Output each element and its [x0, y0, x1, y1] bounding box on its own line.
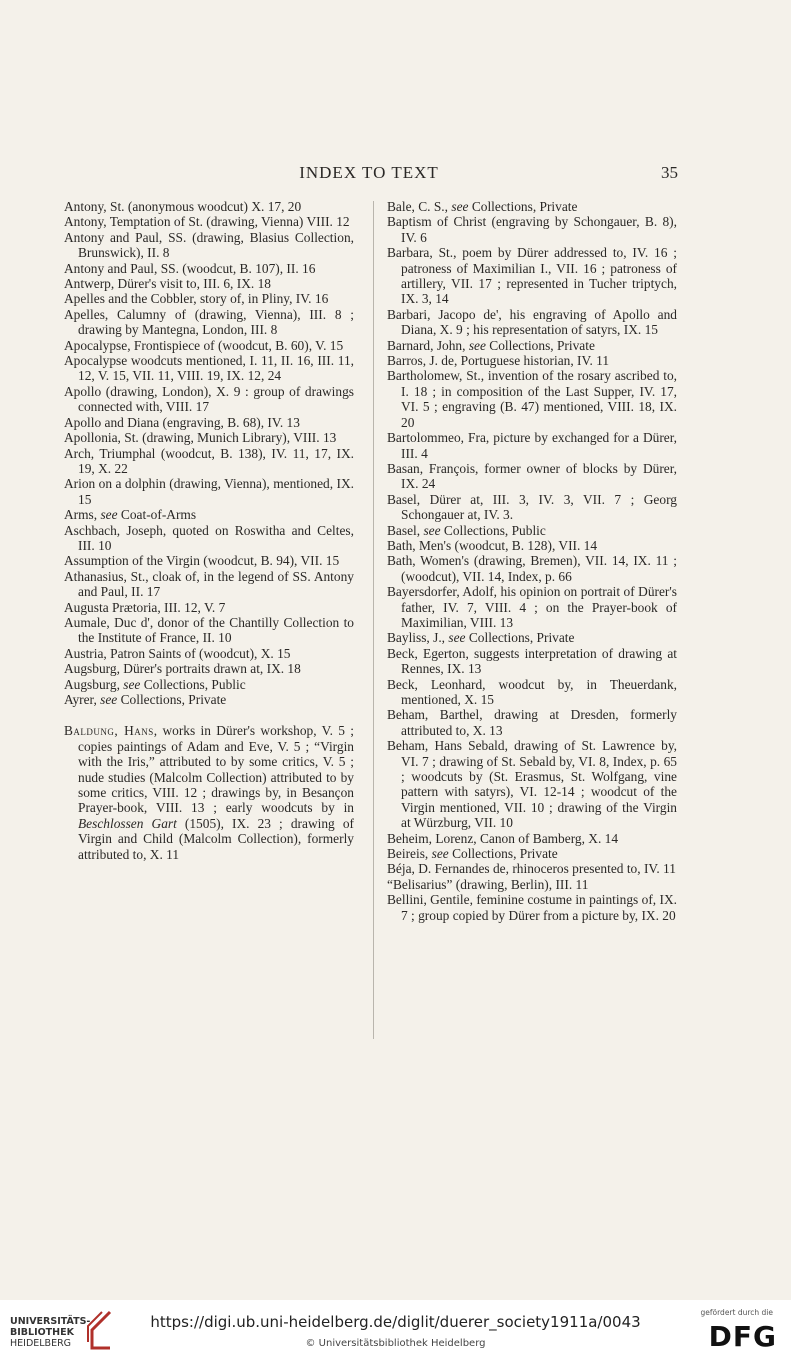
column-divider [373, 201, 374, 1039]
index-entry: Arms, see Coat-of-Arms [64, 507, 197, 523]
index-entry: Basan, François, former owner of blocks by Dürer, IX. 24 [387, 460, 677, 492]
index-entry: Apelles and the Cobbler, story of, in Pliny, IV. 16 [64, 291, 329, 307]
index-entry: Beck, Leonhard, woodcut by, in Theuerdank, mentioned, X. 15 [387, 676, 677, 707]
index-entry: Bartolommeo, Fra, picture by exchanged for a Dürer, III. 4 [387, 430, 677, 461]
index-entry: Barbari, Jacopo de', his engraving of Apollo and Diana, X. 9 ; his representation of satyrs, IX. 15 [387, 306, 677, 338]
index-entry: Bayliss, J., see Collections, Private [387, 630, 575, 646]
index-entry: Assumption of the Virgin (woodcut, B. 94), VII. 15 [64, 553, 340, 569]
entry-text-tail: (1505), IX. 23 ; drawing of Virgin and Child (Malcolm Collection), formerly attributed to, X. 11 [78, 815, 354, 862]
index-entry: Beck, Egerton, suggests interpretation of drawing at Rennes, IX. 13 [387, 645, 677, 677]
copyright-notice: © Universitätsbibliothek Heidelberg [305, 1338, 486, 1349]
index-entry: Barbara, St., poem by Dürer addressed to, IV. 16 ; patroness of Maximilian I., VII. 16 ; patroness of artillery, VII. 17 ; represented in Tucher triptych, IX. 3, 14 [387, 245, 677, 307]
index-column-left [64, 199, 354, 862]
index-entry: Ayrer, see Collections, Private [64, 692, 227, 707]
index-entry-baldung [64, 723, 354, 862]
index-entry: Bath, Women's (drawing, Bremen), VII. 14, IX. 11 ; (woodcut), VII. 14, Index, p. 66 [387, 553, 677, 584]
entry-text: , works in Dürer's workshop, V. 5 ; copies paintings of Adam and Eve, V. 5 ; “Virgin with the Iris,” attributed to by some critics, V. 5 ; nude studies (Malcolm Collection) attributed to by some critics, VIII. 12 ; drawings by, in Besançon Prayer-book, VIII. 13 ; early woodcuts by in [78, 723, 354, 816]
entry-title-italic: Beschlossen Gart [78, 815, 177, 831]
index-entry: Augsburg, see Collections, Public [64, 676, 246, 692]
funding-label: gefördert durch die [700, 1308, 773, 1317]
index-entry: Basel, Dürer at, III. 3, IV. 3, VII. 7 ; Georg Schongauer at, IV. 3. [387, 491, 677, 523]
index-entry: “Belisarius” (drawing, Berlin), III. 11 [387, 876, 589, 892]
index-entry: Antwerp, Dürer's visit to, III. 6, IX. 18 [64, 276, 271, 292]
index-entry: Basel, see Collections, Public [387, 522, 546, 538]
index-entry: Athanasius, St., cloak of, in the legend of SS. Antony and Paul, II. 17 [64, 568, 354, 600]
index-entry: Arch, Triumphal (woodcut, B. 138), IV. 11, 17, IX. 19, X. 22 [64, 445, 354, 476]
index-entry: Bayersdorfer, Adolf, his opinion on portrait of Dürer's father, IV. 7, VIII. 4 ; on the Prayer-book of Maximilian, VIII. 13 [387, 584, 677, 630]
index-entry: Arion on a dolphin (drawing, Vienna), mentioned, IX. 15 [64, 476, 354, 507]
index-entry: Antony and Paul, SS. (woodcut, B. 107), II. 16 [64, 260, 316, 276]
index-entry: Barros, J. de, Portuguese historian, IV. 11 [387, 353, 610, 369]
dfg-logo[interactable]: DFG [708, 1320, 777, 1353]
index-entry: Apollo and Diana (engraving, B. 68), IV. 13 [64, 414, 300, 430]
running-title: INDEX TO TEXT [299, 163, 439, 182]
viewer-footer [0, 1300, 791, 1360]
index-entry: Beham, Hans Sebald, drawing of St. Lawrence by, VI. 7 ; drawing of St. Sebald by, VI. 8, Index, p. 65 ; woodcuts by (St. Erasmus, St. Wolfgang, vine pattern with satyrs), VI. 12-14 ; woodcut of the Virgin mentioned, VII. 10 ; drawing of the Virgin at Würzburg, VII. 10 [387, 738, 677, 831]
index-entry: Aumale, Duc d', donor of the Chantilly Collection to the Institute of France, II. 10 [64, 614, 354, 646]
index-entry: Bath, Men's (woodcut, B. 128), VII. 14 [387, 537, 598, 553]
index-entry: Apelles, Calumny of (drawing, Vienna), III. 8 ; drawing by Mantegna, London, III. 8 [64, 306, 354, 338]
index-entry: Bellini, Gentile, feminine costume in paintings of, IX. 7 ; group copied by Dürer from a picture by, IX. 20 [387, 892, 677, 923]
page-header [60, 163, 678, 189]
library-name[interactable]: UNIVERSITÄTS- BIBLIOTHEK HEIDELBERG [10, 1316, 91, 1349]
index-entry: Apollonia, St. (drawing, Munich Library), VIII. 13 [64, 430, 337, 446]
document-url-link[interactable]: https://digi.ub.uni-heidelberg.de/diglit/duerer_society1911a/0043 [150, 1313, 641, 1331]
index-entry: Apocalypse woodcuts mentioned, I. 11, II. 16, III. 11, 12, V. 15, VII. 11, VIII. 19, IX. 12, 24 [64, 353, 354, 384]
index-entry: Barnard, John, see Collections, Private [387, 337, 595, 353]
index-entry: Beireis, see Collections, Private [387, 846, 558, 862]
index-entry: Antony and Paul, SS. (drawing, Blasius Collection, Brunswick), II. 8 [64, 229, 354, 261]
index-entry: Austria, Patron Saints of (woodcut), X. 15 [64, 645, 291, 661]
index-entry: Augusta Prætoria, III. 12, V. 7 [64, 599, 226, 615]
index-entry: Baptism of Christ (engraving by Schongauer, B. 8), IV. 6 [387, 214, 677, 245]
index-entry: Apocalypse, Frontispiece of (woodcut, B. 60), V. 15 [64, 337, 344, 353]
index-entry: Augsburg, Dürer's portraits drawn at, IX. 18 [64, 661, 301, 677]
index-entry: Beheim, Lorenz, Canon of Bamberg, X. 14 [387, 830, 619, 846]
index-entry: Aschbach, Joseph, quoted on Roswitha and Celtes, III. 10 [64, 522, 354, 553]
index-entry: Béja, D. Fernandes de, rhinoceros presented to, IV. 11 [387, 861, 676, 877]
index-entry: Antony, Temptation of St. (drawing, Vienna) VIII. 12 [64, 214, 350, 230]
page-number: 35 [661, 163, 678, 182]
index-column-right [387, 199, 677, 923]
index-entry: Antony, St. (anonymous woodcut) X. 17, 20 [64, 199, 302, 214]
index-entry: Beham, Barthel, drawing at Dresden, formerly attributed to, X. 13 [387, 707, 677, 738]
index-entry: Bartholomew, St., invention of the rosary ascribed to, I. 18 ; in composition of the Last Supper, IV. 17, VI. 5 ; engraving (B. 47) mentioned, VIII. 18, IX. 20 [387, 368, 677, 430]
index-entry: Bale, C. S., see Collections, Private [387, 199, 578, 214]
entry-name: Baldung, Hans [64, 723, 154, 739]
index-entry: Apollo (drawing, London), X. 9 : group of drawings connected with, VIII. 17 [64, 383, 354, 415]
